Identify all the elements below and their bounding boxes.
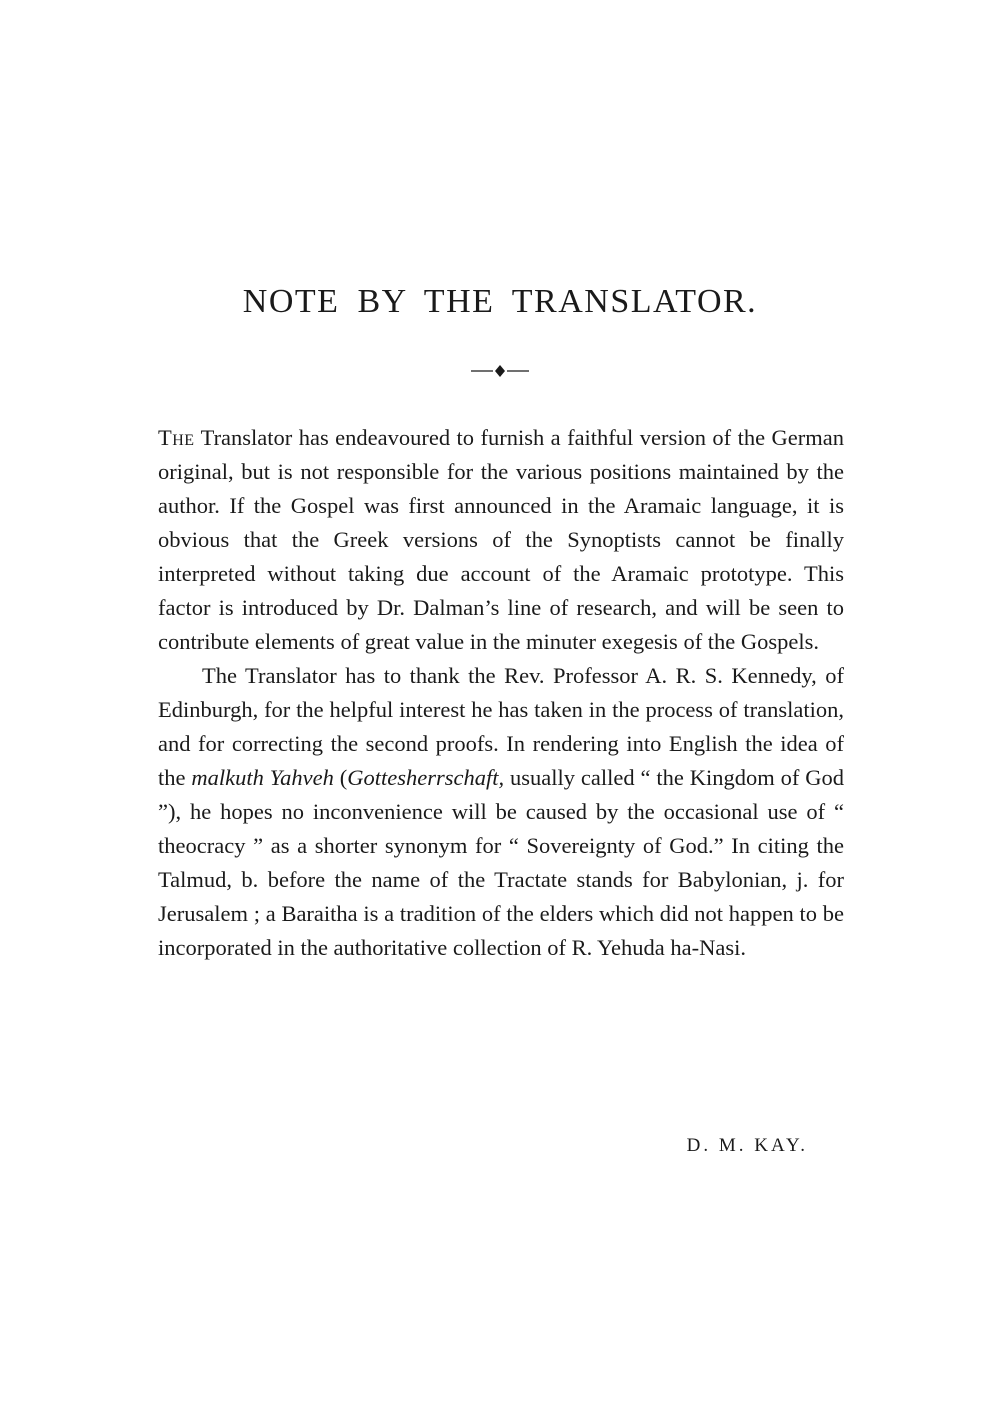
term-gottesherrschaft: Gottesherrschaft,: [347, 765, 505, 790]
title-ornament: [469, 364, 531, 378]
term-malkuth-yahveh: malkuth Yahveh: [191, 765, 334, 790]
note-body: [158, 421, 844, 965]
paragraph-2-text-a: The Translator has to thank the Rev. Professor A. R. S. Kennedy, of Edinburgh, for the helpful interest he has taken in the process of translation, and for correcting the second proofs. In rendering into English the idea of the: [158, 663, 844, 790]
paragraph-2: [158, 659, 844, 965]
page-title: NOTE BY THE TRANSLATOR.: [242, 283, 758, 320]
lead-word: The: [158, 425, 195, 450]
signature: D. M. KAY.: [686, 1135, 808, 1156]
paragraph-1: [158, 421, 844, 659]
paragraph-2-text-b: (: [333, 765, 348, 790]
paragraph-1-text: Translator has endeavoured to furnish a faithful version of the German original, but is not responsible for the various positions maintained by the author. If the Gospel was first announced in the Aramaic language, it is obvious that the Greek versions of the Synoptists cannot be finally interpreted without taking due account of the Aramaic prototype. This factor is introduced by Dr. Dalman’s line of research, and will be seen to contribute elements of great value in the minuter exegesis of the Gospels.: [158, 425, 844, 654]
paragraph-2-text-c: usually called “ the Kingdom of God ”), he hopes no inconvenience will be caused by the occasional use of “ theocracy ” as a shorter synonym for “ Sovereignty of God.” In citing the Talmud, b. before the name of the Tractate stands for Babylonian, j. for Jerusalem ; a Baraitha is a tradition of the elders which did not happen to be incorporated in the authoritative collection of R. Yehuda ha-Nasi.: [158, 765, 844, 960]
